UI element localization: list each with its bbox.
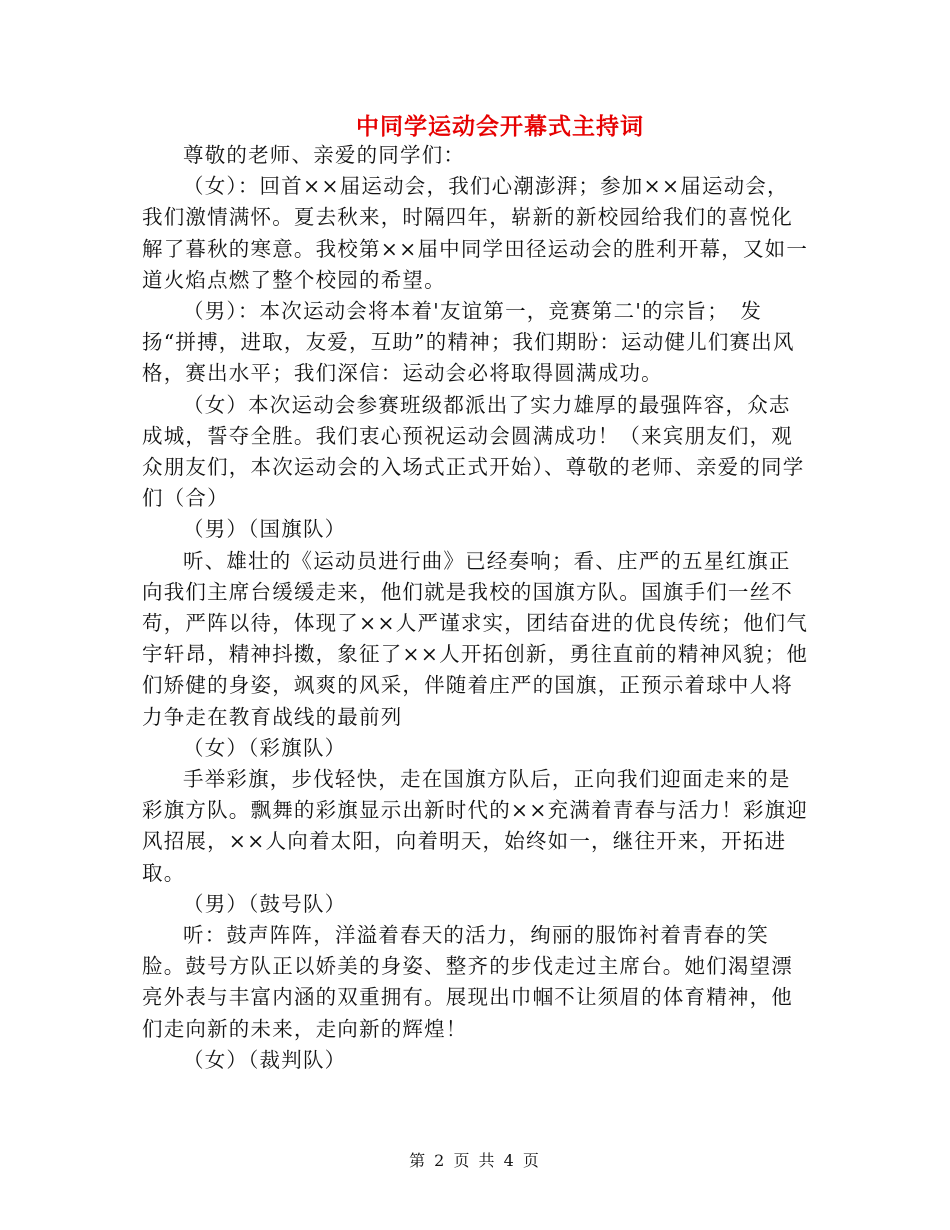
section-label: （女）（彩旗队） xyxy=(183,735,347,760)
paragraph: （男）：本次运动会将本着'友谊第一，竞赛第二'的宗旨； 发扬“拼搏，进取，友爱，互助”的精神；我们期盼：运动健儿们赛出风格，赛出水平；我们深信：运动会必将取得圆满成功。 xyxy=(142,299,795,386)
paragraph: （女）本次运动会参赛班级都派出了实力雄厚的最强阵容，众志成城，誓夺全胜。我们衷心预祝运动会圆满成功！（来宾朋友们，观众朋友们，本次运动会的入场式正式开始）、尊敬的老师、亲爱的同学们（合） xyxy=(142,392,805,511)
section-label: （女）（裁判队） xyxy=(183,1047,347,1072)
section-label: （男）（鼓号队） xyxy=(183,891,347,916)
document-body xyxy=(142,140,810,1076)
paragraph: 手举彩旗，步伐轻快，走在国旗方队后，正向我们迎面走来的是彩旗方队。飘舞的彩旗显示出新时代的××充满着青春与活力！彩旗迎风招展，××人向着太阳，向着明天，始终如一，继往开来，开拓进取。 xyxy=(142,767,809,885)
page-number-footer: 第 2 页 共 4 页 xyxy=(409,1151,541,1170)
paragraph: （女）：回首××届运动会，我们心潮澎湃；参加××届运动会，我们激情满怀。夏去秋来，时隔四年，崭新的新校园给我们的喜悦化解了暮秋的寒意。我校第××届中同学田径运动会的胜利开幕，又如一道火焰点燃了整个校园的希望。 xyxy=(142,174,809,292)
paragraph: 听：鼓声阵阵，洋溢着春天的活力，绚丽的服饰衬着青春的笑脸。鼓号方队正以娇美的身姿、整齐的步伐走过主席台。她们渴望漂亮外表与丰富内涵的双重拥有。展现出巾帼不让须眉的体育精神，他们走向新的未来，走向新的辉煌！ xyxy=(142,923,793,1041)
section-label: （男）（国旗队） xyxy=(183,517,347,542)
paragraph: 听、雄壮的《运动员进行曲》已经奏响；看、庄严的五星红旗正向我们主席台缓缓走来，他们就是我校的国旗方队。国旗手们一丝不苟，严阵以待，体现了××人严谨求实，团结奋进的优良传统；他们气宇轩昂，精神抖擞，象征了××人开拓创新，勇往直前的精神风貌；他们矫健的身姿，飒爽的风采，伴随着庄严的国旗，正预示着球中人将力争走在教育战线的最前列 xyxy=(142,548,809,729)
paragraph-greeting: 尊敬的老师、亲爱的同学们： xyxy=(183,143,466,167)
document-title: 中同学运动会开幕式主持词 xyxy=(356,113,644,140)
